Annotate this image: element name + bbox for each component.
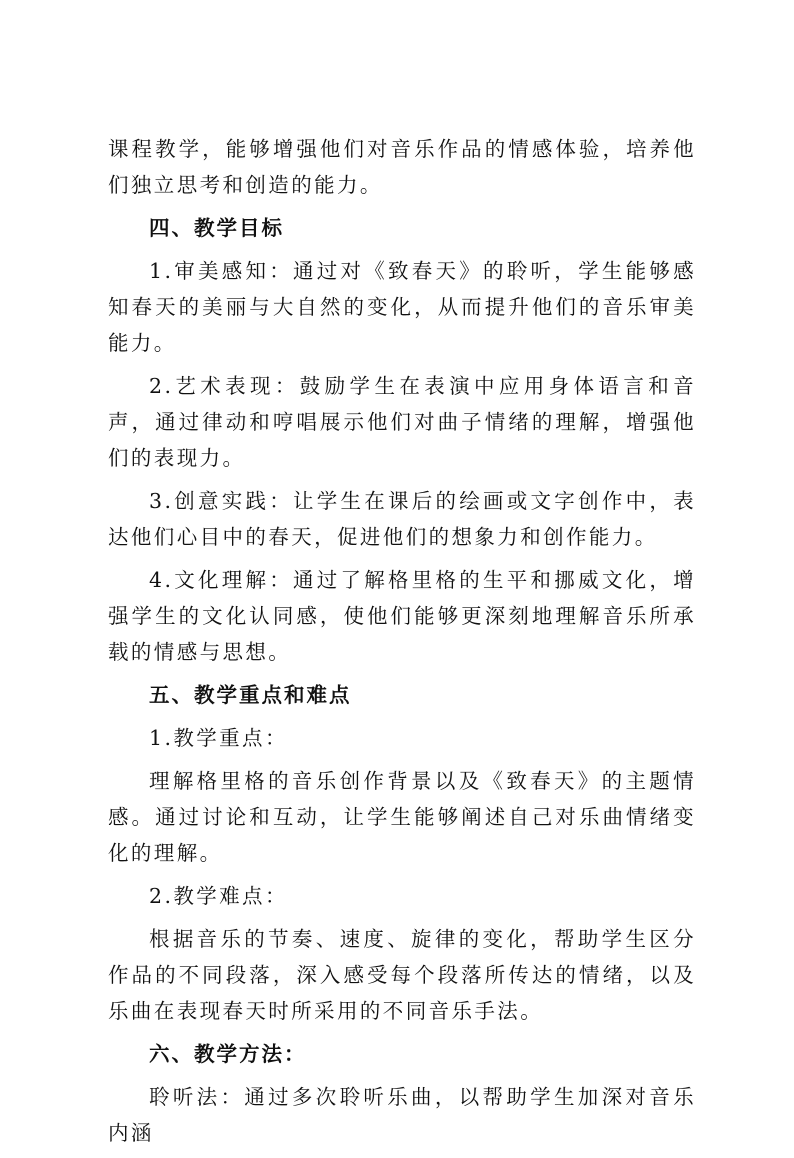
paragraph-teaching-focus: 理解格里格的音乐创作背景以及《致春天》的主题情感。通过讨论和互动，让学生能够阐述自己对乐曲情绪变化的理解。 — [108, 769, 696, 865]
section-heading-key-points: 五、教学重点和难点 — [149, 683, 352, 707]
paragraph-goal-creative-practice: 3.创意实践：让学生在课后的绘画或文字创作中，表达他们心目中的春天，促进他们的想象力和创作能力。 — [108, 489, 696, 549]
paragraph-goal-cultural-understanding: 4.文化理解：通过了解格里格的生平和挪威文化，增强学生的文化认同感，使他们能够更深刻地理解音乐所承载的情感与思想。 — [108, 568, 696, 664]
paragraph-teaching-difficulty: 根据音乐的节奏、速度、旋律的变化，帮助学生区分作品的不同段落，深入感受每个段落所传达的情绪，以及乐曲在表现春天时所采用的不同音乐手法。 — [108, 927, 696, 1023]
paragraph-listening-method: 聆听法：通过多次聆听乐曲，以帮助学生加深对音乐内涵 — [108, 1085, 696, 1145]
section-heading-teaching-methods: 六、教学方法： — [149, 1042, 307, 1066]
subheading-teaching-difficulty: 2.教学难点： — [149, 884, 288, 908]
paragraph-intro-continuation: 课程教学，能够增强他们对音乐作品的情感体验，培养他们独立思考和创造的能力。 — [108, 137, 696, 197]
paragraph-goal-artistic-expression: 2.艺术表现：鼓励学生在表演中应用身体语言和音声，通过律动和哼唱展示他们对曲子情绪的理解，增强他们的表现力。 — [108, 374, 696, 470]
document-page — [108, 131, 696, 1158]
subheading-teaching-focus: 1.教学重点： — [149, 726, 288, 750]
section-heading-teaching-goals: 四、教学目标 — [149, 216, 284, 240]
paragraph-goal-aesthetic-perception: 1.审美感知：通过对《致春天》的聆听，学生能够感知春天的美丽与大自然的变化，从而提升他们的音乐审美能力。 — [108, 259, 696, 355]
